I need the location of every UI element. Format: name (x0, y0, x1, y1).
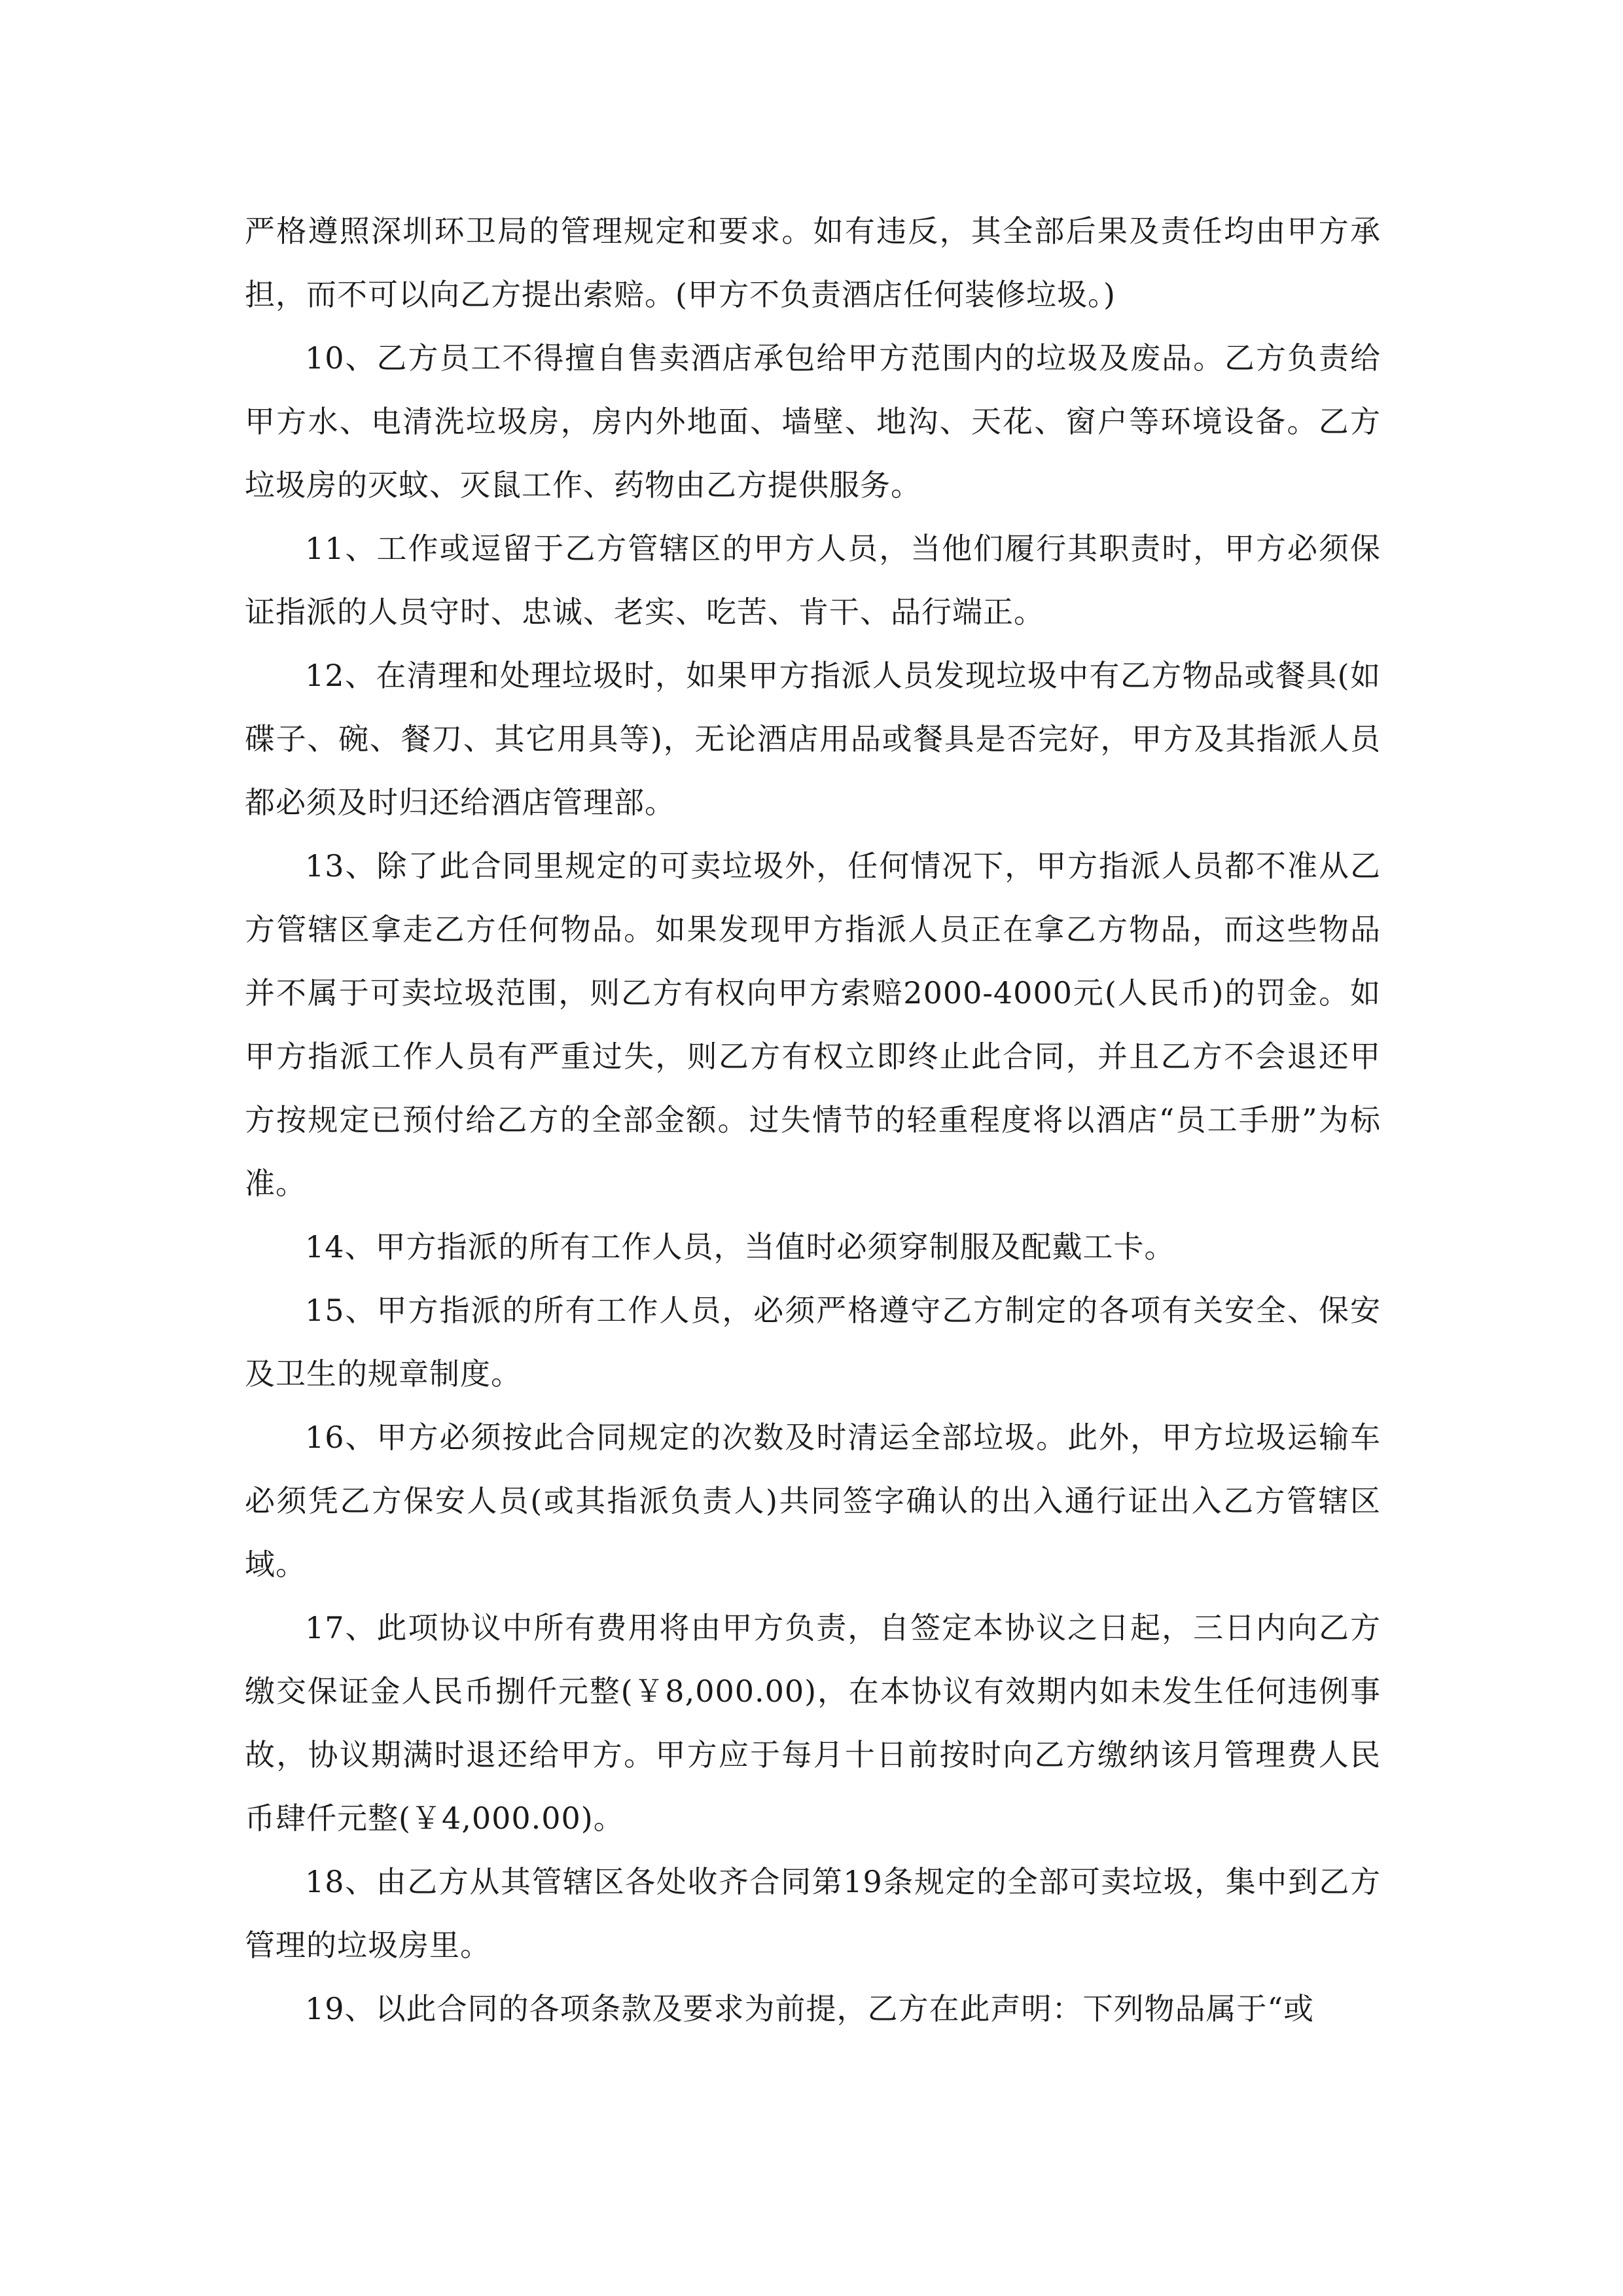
clause-11: 11、工作或逗留于乙方管辖区的甲方人员，当他们履行其职责时，甲方必须保证指派的人员守时、忠诚、老实、吃苦、肯干、品行端正。 (245, 531, 1381, 630)
paragraph-continued: 严格遵照深圳环卫局的管理规定和要求。如有违反，其全部后果及责任均由甲方承担，而不可以向乙方提出索赔。(甲方不负责酒店任何装修垃圾。) (245, 213, 1381, 312)
clause-14: 14、甲方指派的所有工作人员，当值时必须穿制服及配戴工卡。 (305, 1229, 1175, 1265)
clause-12: 12、在清理和处理垃圾时，如果甲方指派人员发现垃圾中有乙方物品或餐具(如碟子、碗、餐刀、其它用具等)，无论酒店用品或餐具是否完好，甲方及其指派人员都必须及时归还给酒店管理部。 (245, 658, 1381, 820)
clause-13: 13、除了此合同里规定的可卖垃圾外，任何情况下，甲方指派人员都不准从乙方管辖区拿走乙方任何物品。如果发现甲方指派人员正在拿乙方物品，而这些物品并不属于可卖垃圾范围，则乙方有权向甲方索赔2000-4000元(人民币)的罚金。如甲方指派工作人员有严重过失，则乙方有权立即终止此合同，并且乙方不会退还甲方按规定已预付给乙方的全部金额。过失情节的轻重程度将以酒店“员工手册”为标准。 (245, 848, 1381, 1201)
clause-18: 18、由乙方从其管辖区各处收齐合同第19条规定的全部可卖垃圾，集中到乙方管理的垃圾房里。 (245, 1864, 1381, 1963)
clause-16: 16、甲方必须按此合同规定的次数及时清运全部垃圾。此外，甲方垃圾运输车必须凭乙方保安人员(或其指派负责人)共同签字确认的出入通行证出入乙方管辖区域。 (245, 1420, 1381, 1582)
clause-17: 17、此项协议中所有费用将由甲方负责，自签定本协议之日起，三日内向乙方缴交保证金人民币捌仟元整(￥8,000.00)，在本协议有效期内如未发生任何违例事故，协议期满时退还给甲方。甲方应于每月十日前按时向乙方缴纳该月管理费人民币肆仟元整(￥4,000.00)。 (245, 1610, 1381, 1836)
clause-19: 19、以此合同的各项条款及要求为前提，乙方在此声明：下列物品属于“或 (305, 1991, 1315, 2026)
clause-15: 15、甲方指派的所有工作人员，必须严格遵守乙方制定的各项有关安全、保安及卫生的规章制度。 (245, 1293, 1381, 1391)
document-body (245, 200, 1381, 2041)
clause-10: 10、乙方员工不得擅自售卖酒店承包给甲方范围内的垃圾及废品。乙方负责给甲方水、电清洗垃圾房，房内外地面、墙壁、地沟、天花、窗户等环境设备。乙方垃圾房的灭蚊、灭鼠工作、药物由乙方提供服务。 (245, 340, 1381, 503)
